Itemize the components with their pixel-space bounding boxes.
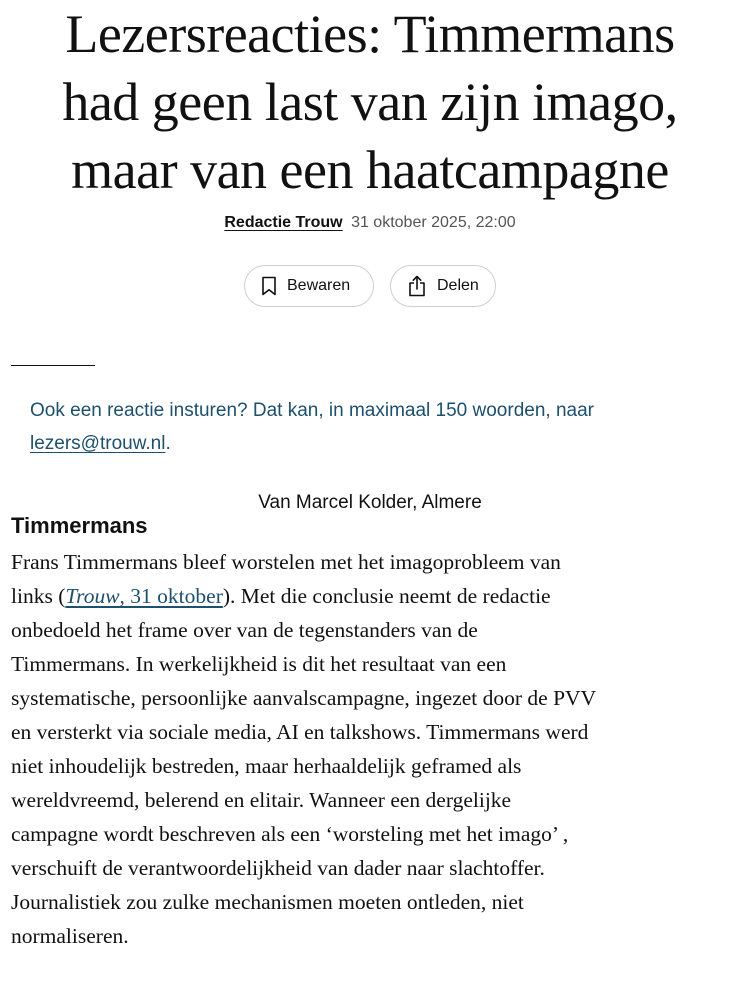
submission-callout (30, 394, 720, 460)
body-line (11, 579, 736, 613)
body-line: Journalistiek zou zulke mechanismen moeten ontleden, niet (11, 890, 524, 914)
body-line: Timmermans. In werkelijkheid is dit het resultaat van een (11, 652, 507, 676)
source-name: Trouw (65, 584, 120, 608)
source-article-link[interactable] (65, 584, 223, 608)
body-line-end: ). Met die conclusie neemt de redactie (222, 584, 551, 608)
body-line: en versterkt via sociale media, AI en talkshows. Timmermans werd (11, 720, 589, 744)
callout-text: Ook een reactie insturen? Dat kan, in maximaal 150 woorden, naar (30, 400, 594, 421)
section-divider (11, 365, 95, 366)
body-line: onbedoeld het frame over van de tegenstanders van de (11, 618, 478, 642)
body-line: systematische, persoonlijke aanvalscampagne, ingezet door de PVV (11, 686, 597, 710)
body-line: campagne wordt beschreven als een ‘worsteling met het imago’ , (11, 822, 569, 846)
save-label: Bewaren (287, 277, 351, 294)
body-line: Frans Timmermans bleef worstelen met het imagoprobleem van (11, 550, 561, 574)
share-button[interactable] (390, 265, 496, 307)
title-line: maar van een haatcampagne (71, 140, 669, 200)
letter-signer: Van Marcel Kolder, Almere (258, 492, 482, 513)
bookmark-icon (261, 276, 277, 296)
title-line: had geen last van zijn imago, (62, 72, 678, 132)
callout-suffix: . (165, 433, 171, 454)
article-actions (0, 265, 740, 307)
publish-date: 31 oktober 2025, 22:00 (351, 214, 516, 231)
body-line: wereldvreemd, belerend en elitair. Wanneer een dergelijke (11, 788, 512, 812)
body-line: normaliseren. (11, 924, 129, 948)
letter-body (11, 545, 736, 953)
body-line: verschuift de verantwoordelijkheid van dader naar slachtoffer. (11, 856, 545, 880)
byline (0, 211, 740, 235)
letter-heading: Timmermans (11, 513, 148, 538)
title-line: Lezersreacties: Timmermans (65, 4, 675, 64)
email-link[interactable]: lezers@trouw.nl (30, 433, 166, 454)
body-line-start: links ( (11, 584, 66, 608)
source-date: , 31 oktober (119, 584, 223, 608)
share-icon (407, 275, 427, 297)
author-link[interactable]: Redactie Trouw (224, 214, 343, 231)
article-title (0, 0, 740, 204)
body-line: niet inhoudelijk bestreden, maar herhaaldelijk geframed als (11, 754, 522, 778)
save-button[interactable] (244, 265, 374, 307)
share-label: Delen (437, 277, 479, 294)
